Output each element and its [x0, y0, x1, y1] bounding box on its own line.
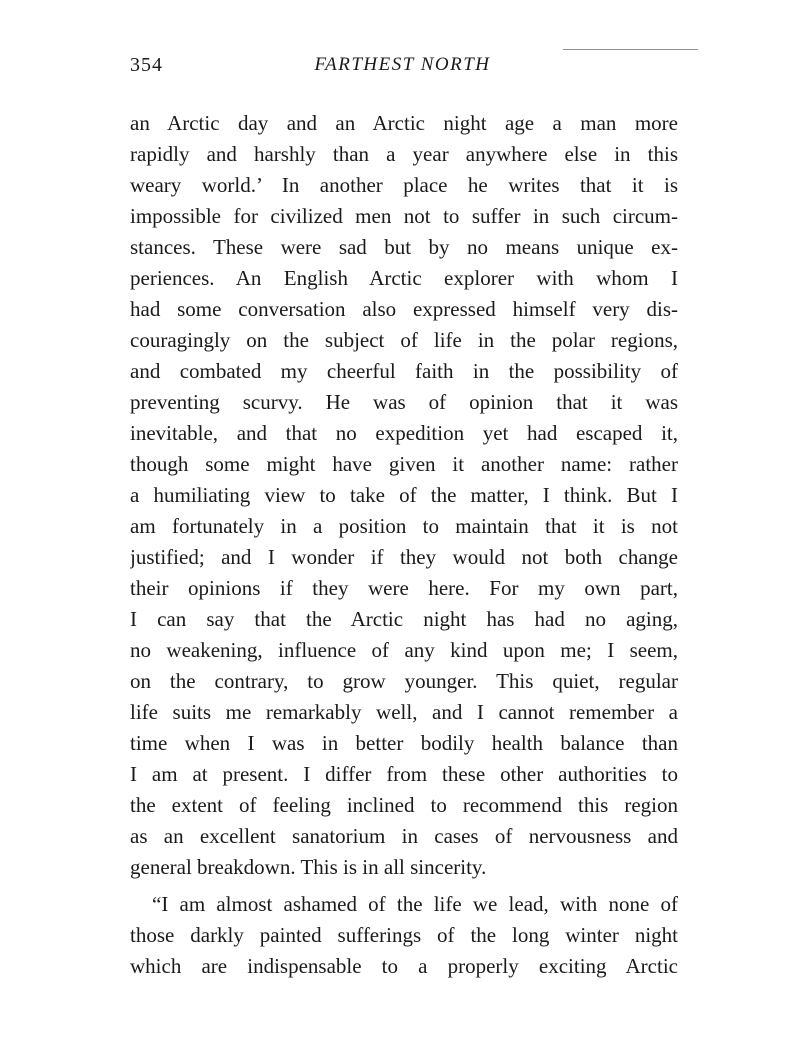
body-text	[130, 108, 678, 982]
text-line: and combated my cheerful faith in the possibility of	[130, 359, 678, 383]
text-line: am fortunately in a position to maintain that it is not	[130, 514, 678, 538]
text-line: inevitable, and that no expedition yet had escaped it,	[130, 421, 678, 445]
text-line: life suits me remarkably well, and I cannot remember a	[130, 700, 678, 724]
text-line: “I am almost ashamed of the life we lead, with none of	[152, 892, 678, 916]
text-line: general breakdown. This is in all sincerity.	[130, 855, 487, 879]
text-line: impossible for civilized men not to suffer in such circum-	[130, 204, 678, 228]
text-line: rapidly and harshly than a year anywhere else in this	[130, 142, 678, 166]
text-line: though some might have given it another name: rather	[130, 452, 678, 476]
text-line: as an excellent sanatorium in cases of nervousness and	[130, 824, 678, 848]
text-line: those darkly painted sufferings of the long winter night	[130, 923, 678, 947]
page-header	[130, 54, 675, 84]
text-line: time when I was in better bodily health balance than	[130, 731, 678, 755]
text-line: on the contrary, to grow younger. This quiet, regular	[130, 669, 678, 693]
text-line: stances. These were sad but by no means unique ex-	[130, 235, 678, 259]
text-line: justified; and I wonder if they would not both change	[130, 545, 678, 569]
text-line: their opinions if they were here. For my own part,	[130, 576, 678, 600]
text-line: weary world.’ In another place he writes that it is	[130, 173, 678, 197]
text-line: no weakening, influence of any kind upon me; I seem,	[130, 638, 678, 662]
text-line: a humiliating view to take of the matter, I think. But I	[130, 483, 678, 507]
paragraph	[130, 889, 678, 982]
text-line: an Arctic day and an Arctic night age a man more	[130, 111, 678, 135]
top-rule	[563, 49, 698, 50]
text-line: couragingly on the subject of life in the polar regions,	[130, 328, 678, 352]
text-line: which are indispensable to a properly exciting Arctic	[130, 954, 678, 978]
running-head: FARTHEST NORTH	[314, 54, 491, 75]
text-line: I am at present. I differ from these other authorities to	[130, 762, 678, 786]
page-number: 354	[130, 54, 163, 76]
text-line: I can say that the Arctic night has had no aging,	[130, 607, 678, 631]
text-line: had some conversation also expressed himself very dis-	[130, 297, 678, 321]
text-line: periences. An English Arctic explorer with whom I	[130, 266, 678, 290]
paragraph	[130, 108, 678, 883]
text-line: the extent of feeling inclined to recommend this region	[130, 793, 678, 817]
text-line: preventing scurvy. He was of opinion that it was	[130, 390, 678, 414]
